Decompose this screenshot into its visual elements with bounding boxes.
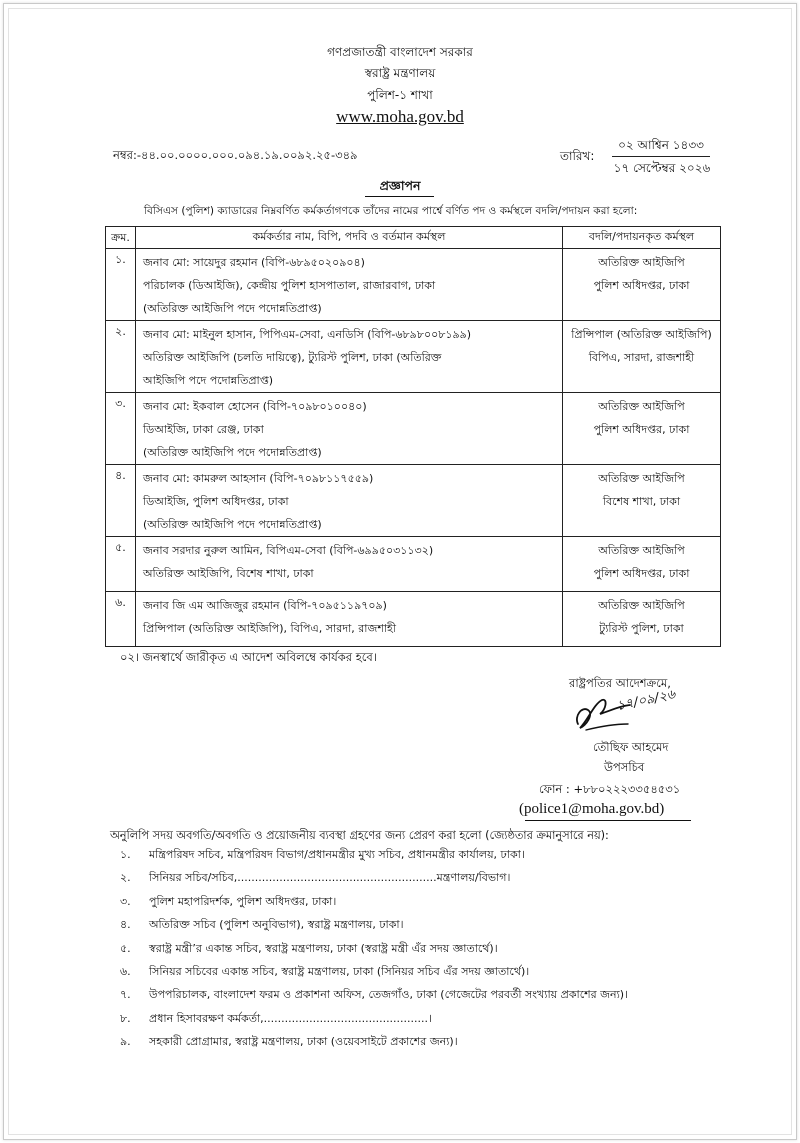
officer-note: (অতিরিক্ত আইজিপি পদে পদোন্নতিপ্রাপ্ত): [143, 302, 322, 315]
ministry-name: স্বরাষ্ট্র মন্ত্রণালয়: [364, 66, 436, 80]
table-row: [106, 537, 721, 592]
new-post-place: পুলিশ অধিদপ্তর, ঢাকা: [593, 423, 690, 436]
signatory-name: তৌছিফ আহমেদ: [593, 740, 669, 754]
transfer-table: [105, 226, 721, 647]
new-posting: [563, 393, 721, 465]
list-item-number: ৫.: [120, 941, 131, 955]
copy-intro: অনুলিপি সদয় অবগতি/অবগতি ও প্রয়োজনীয় ব্যবস্থা গ্রহণের জন্য প্রেরণ করা হলো (জ্যেষ্ঠতার ক্রমানুসারে নয়):: [110, 829, 609, 842]
officer-current-post: প্রিন্সিপাল (অতিরিক্ত আইজিপি), বিপিএ, সারদা, রাজশাহী: [143, 622, 396, 635]
list-item-text: অতিরিক্ত সচিব (পুলিশ অনুবিভাগ), স্বরাষ্ট্র মন্ত্রণালয়, ঢাকা।: [149, 918, 404, 932]
new-post-place: বিপিএ, সারদা, রাজশাহী: [588, 351, 695, 364]
officer-details: [136, 537, 563, 592]
table-row: [106, 592, 721, 647]
new-posting: [563, 592, 721, 647]
list-item-number: ২.: [120, 871, 131, 885]
list-item-number: ৪.: [120, 918, 131, 932]
officer-current-post: ডিআইজি, পুলিশ অধিদপ্তর, ঢাকা: [143, 495, 289, 508]
notice-title: প্রজ্ঞাপন: [379, 178, 421, 193]
new-post-title: অতিরিক্ত আইজিপি: [598, 472, 685, 485]
list-item-number: ৮.: [120, 1011, 131, 1025]
row-serial: ৫.: [106, 537, 136, 592]
list-item-number: ৬.: [120, 964, 131, 978]
table-row: [106, 465, 721, 537]
signatory-designation: উপসচিব: [604, 760, 645, 774]
memo-number: নম্বর:-৪৪.০০.০০০০.০০০.০৯৪.১৯.০০৯২.২৫-৩৪৯: [113, 148, 358, 162]
new-post-title: অতিরিক্ত আইজিপি: [598, 599, 685, 612]
new-post-place: পুলিশ অধিদপ্তর, ঢাকা: [593, 279, 690, 292]
officer-current-post: ডিআইজি, ঢাকা রেঞ্জ, ঢাকা: [143, 423, 264, 436]
row-serial: ৬.: [106, 592, 136, 647]
new-posting: [563, 465, 721, 537]
new-posting: [563, 249, 721, 321]
row-serial: ১.: [106, 249, 136, 321]
officer-details: [136, 249, 563, 321]
list-item-text: প্রধান হিসাবরক্ষণ কর্মকর্তা,...............................................।: [149, 1011, 432, 1025]
officer-name: জনাব মো: কামরুল আহসান (বিপি-৭০৯৮১১৭৫৫৯): [143, 472, 374, 485]
new-posting: [563, 537, 721, 592]
presidential-order-line: রাষ্ট্রপতির আদেশক্রমে,: [569, 676, 671, 690]
officer-name: জনাব মো: মাইনুল হাসান, পিপিএম-সেবা, এনডিসি (বিপি-৬৮৯৮০০৮১৯৯): [143, 328, 472, 341]
new-post-title: প্রিন্সিপাল (অতিরিক্ত আইজিপি): [571, 328, 712, 341]
signatory-phone: ফোন : +৮৮০২২২৩৩৫৪৫৩১: [539, 782, 681, 796]
date-label: তারিখ:: [560, 149, 595, 163]
officer-name: জনাব জি এম আজিজুর রহমান (বিপি-৭০৯৫১১৯৭০৯): [143, 599, 387, 612]
date-gregorian: ১৭ সেপ্টেম্বর ২০২৬: [613, 161, 711, 175]
list-item-number: ৩.: [120, 894, 131, 908]
notice-title-underline: [365, 196, 434, 197]
section-name: পুলিশ-১ শাখা: [367, 88, 433, 102]
date-bangla: ০২ আশ্বিন ১৪৩৩: [618, 138, 704, 152]
officer-details: [136, 465, 563, 537]
list-item-number: ১.: [120, 848, 131, 861]
row-serial: ২.: [106, 321, 136, 393]
new-post-title: অতিরিক্ত আইজিপি: [598, 400, 685, 413]
email-underline: [525, 820, 691, 821]
row-serial: ৩.: [106, 393, 136, 465]
list-item-text: সিনিয়র সচিবের একান্ত সচিব, স্বরাষ্ট্র মন্ত্রণালয়, ঢাকা (সিনিয়র সচিব এঁর সদয় জ্ঞাতার্থে)।: [149, 964, 530, 978]
table-row: [106, 321, 721, 393]
list-item-number: ৯.: [120, 1035, 131, 1049]
signature-date: ১৭/০৯/২৬: [615, 687, 677, 715]
list-item-text: সিনিয়র সচিব/সচিব,.........................................................মন্ত্রণালয়/বিভাগ।: [149, 871, 511, 885]
list-item-text: স্বরাষ্ট্র মন্ত্রী’র একান্ত সচিব, স্বরাষ্ট্র মন্ত্রণালয়, ঢাকা (স্বরাষ্ট্র মন্ত্রী এঁর সদয় জ্ঞাতার্থে)।: [149, 941, 498, 955]
table-row: [106, 249, 721, 321]
officer-note: আইজিপি পদে পদোন্নতিপ্রাপ্ত): [143, 374, 274, 387]
list-item-text: উপপরিচালক, বাংলাদেশ ফরম ও প্রকাশনা অফিস, তেজগাঁও, ঢাকা (গেজেটের পরবর্তী সংখ্যায় প্রকাশের জন্য)।: [149, 988, 629, 1002]
date-divider: [612, 156, 710, 157]
header-serial: ক্রম.: [106, 227, 136, 249]
table-header-row: [106, 227, 721, 249]
new-post-title: অতিরিক্ত আইজিপি: [598, 544, 685, 557]
officer-details: [136, 592, 563, 647]
row-serial: ৪.: [106, 465, 136, 537]
officer-details: [136, 321, 563, 393]
new-post-place: বিশেষ শাখা, ঢাকা: [602, 495, 681, 508]
effective-clause: ০২। জনস্বার্থে জারীকৃত এ আদেশ অবিলম্বে কার্যকর হবে।: [120, 650, 377, 664]
list-item-text: মন্ত্রিপরিষদ সচিব, মন্ত্রিপরিষদ বিভাগ/প্রধানমন্ত্রীর মুখ্য সচিব, প্রধানমন্ত্রীর কার্যালয়, ঢাকা।: [149, 848, 525, 861]
govt-name: গণপ্রজাতন্ত্রী বাংলাদেশ সরকার: [327, 45, 473, 59]
header-officer: কর্মকর্তার নাম, বিপি, পদবি ও বর্তমান কর্মস্থল: [136, 227, 563, 249]
table-row: [106, 393, 721, 465]
list-item-text: পুলিশ মহাপরিদর্শক, পুলিশ অধিদপ্তর, ঢাকা।: [149, 894, 337, 908]
handwritten-signature: [572, 680, 690, 738]
officer-name: জনাব মো: ইকবাল হোসেন (বিপি-৭০৯৮০১০০৪০): [143, 400, 367, 413]
officer-name: জনাব সরদার নুরুল আমিন, বিপিএম-সেবা (বিপি-৬৯৯৫০৩১১৩২): [143, 544, 434, 557]
officer-note: (অতিরিক্ত আইজিপি পদে পদোন্নতিপ্রাপ্ত): [143, 518, 322, 531]
list-item-number: ৭.: [120, 988, 131, 1002]
new-post-place: পুলিশ অধিদপ্তর, ঢাকা: [593, 567, 690, 580]
new-post-place: ট্যুরিস্ট পুলিশ, ঢাকা: [599, 622, 684, 635]
officer-current-post: অতিরিক্ত আইজিপি, বিশেষ শাখা, ঢাকা: [143, 567, 314, 580]
new-post-title: অতিরিক্ত আইজিপি: [598, 256, 685, 269]
signatory-email[interactable]: (police1@moha.gov.bd): [519, 801, 665, 817]
notice-intro: বিসিএস (পুলিশ) ক্যাডারের নিম্নবর্ণিত কর্মকর্তাগণকে তাঁদের নামের পার্শ্বে বর্ণিত পদ ও কর্মস্থলে বদলি/পদায়ন করা হলো:: [144, 205, 638, 217]
header-posting: বদলি/পদায়নকৃত কর্মস্থল: [563, 227, 721, 249]
new-posting: [563, 321, 721, 393]
officer-current-post: অতিরিক্ত আইজিপি (চলতি দায়িত্বে), ট্যুরিস্ট পুলিশ, ঢাকা (অতিরিক্ত: [143, 351, 442, 364]
officer-name: জনাব মো: সায়েদুর রহমান (বিপি-৬৮৯৫০২০৯০৪): [143, 256, 365, 269]
officer-details: [136, 393, 563, 465]
list-item-text: সহকারী প্রোগ্রামার, স্বরাষ্ট্র মন্ত্রণালয়, ঢাকা (ওয়েবসাইটে প্রকাশের জন্য)।: [149, 1035, 458, 1049]
website-link[interactable]: www.moha.gov.bd: [336, 107, 464, 126]
officer-current-post: পরিচালক (ডিআইজি), কেন্দ্রীয় পুলিশ হাসপাতাল, রাজারবাগ, ঢাকা: [143, 279, 436, 292]
officer-note: (অতিরিক্ত আইজিপি পদে পদোন্নতিপ্রাপ্ত): [143, 446, 322, 459]
